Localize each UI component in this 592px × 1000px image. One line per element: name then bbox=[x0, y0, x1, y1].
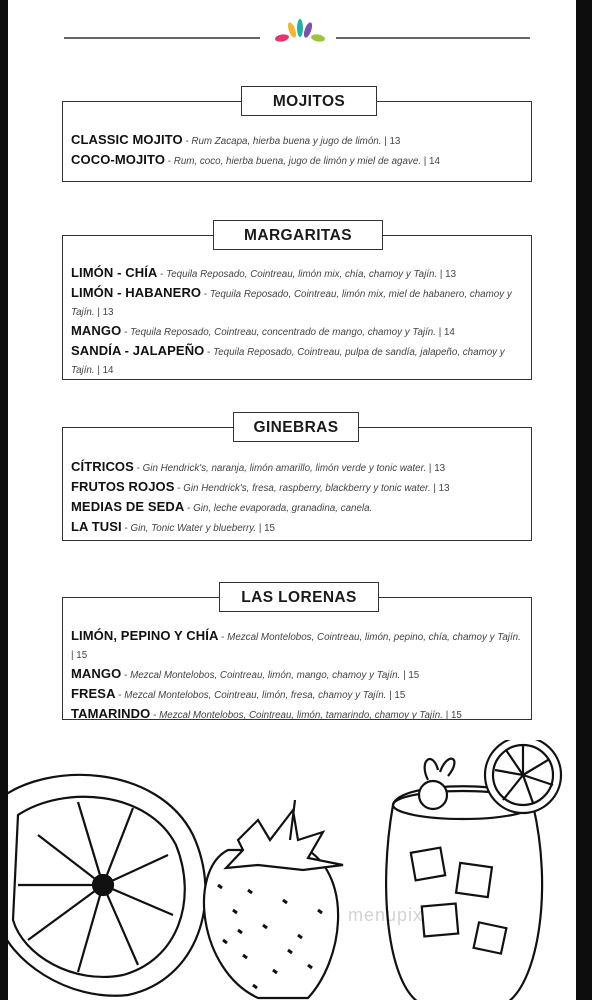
section-ginebras bbox=[62, 419, 532, 541]
left-border bbox=[0, 0, 8, 1000]
cocktail-glass-icon bbox=[386, 740, 561, 1000]
menu-item: MANGO - Tequila Reposado, Cointreau, concentrado de mango, chamoy y Tajín. | 14 bbox=[71, 323, 455, 338]
menu-item: LIMÓN - CHÍA - Tequila Reposado, Cointreau, limón mix, chía, chamoy y Tajín. | 13 bbox=[71, 265, 457, 280]
section-mojitos bbox=[62, 93, 532, 182]
strawberry-icon bbox=[204, 800, 343, 998]
menu-item: CLASSIC MOJITO - Rum Zacapa, hierba buena y jugo de limón. | 13 bbox=[71, 132, 401, 147]
flower-logo-icon bbox=[272, 18, 328, 50]
fruit-illustration bbox=[8, 740, 576, 1000]
section-title: LAS LORENAS bbox=[219, 582, 379, 612]
menu-item: TAMARINDO - Mezcal Montelobos, Cointreau, limón, tamarindo, chamoy y Tajín. | 15 bbox=[71, 706, 462, 721]
section-title: MARGARITAS bbox=[213, 220, 383, 250]
watermark: menupix bbox=[348, 905, 424, 925]
menu-item: COCO-MOJITO - Rum, coco, hierba buena, jugo de limón y miel de agave. | 14 bbox=[71, 152, 440, 167]
menu-item: FRESA - Mezcal Montelobos, Cointreau, limón, fresa, chamoy y Tajín. | 15 bbox=[71, 686, 406, 701]
menu-item: LA TUSI - Gin, Tonic Water y blueberry. | 15 bbox=[71, 519, 276, 534]
menu-item: LIMÓN, PEPINO Y CHÍA - Mezcal Montelobos, Cointreau, limón, pepino, chía, chamoy y Tajín. | 15 bbox=[71, 628, 521, 661]
menu-item: FRUTOS ROJOS - Gin Hendrick's, fresa, raspberry, blackberry y tonic water. | 13 bbox=[71, 479, 450, 494]
section-title: GINEBRAS bbox=[233, 412, 359, 442]
section-margaritas bbox=[62, 227, 532, 380]
menu-item: SANDÍA - JALAPEÑO - Tequila Reposado, Cointreau, pulpa de sandía, jalapeño, chamoy y Tajín. | 14 bbox=[71, 343, 505, 376]
menu-item: LIMÓN - HABANERO - Tequila Reposado, Cointreau, limón mix, miel de habanero, chamoy y Tajín. | 13 bbox=[71, 285, 512, 318]
right-border bbox=[576, 0, 592, 1000]
menu-page bbox=[8, 0, 576, 1000]
section-las-lorenas bbox=[62, 589, 532, 721]
menu-item: MEDIAS DE SEDA - Gin, leche evaporada, granadina, canela. bbox=[71, 499, 373, 514]
menu-item: CÍTRICOS - Gin Hendrick's, naranja, limón amarillo, limón verde y tonic water. | 13 bbox=[71, 459, 446, 474]
orange-slice-icon bbox=[8, 775, 205, 996]
menu-item: MANGO - Mezcal Montelobos, Cointreau, limón, mango, chamoy y Tajín. | 15 bbox=[71, 666, 420, 681]
section-title: MOJITOS bbox=[241, 86, 377, 116]
